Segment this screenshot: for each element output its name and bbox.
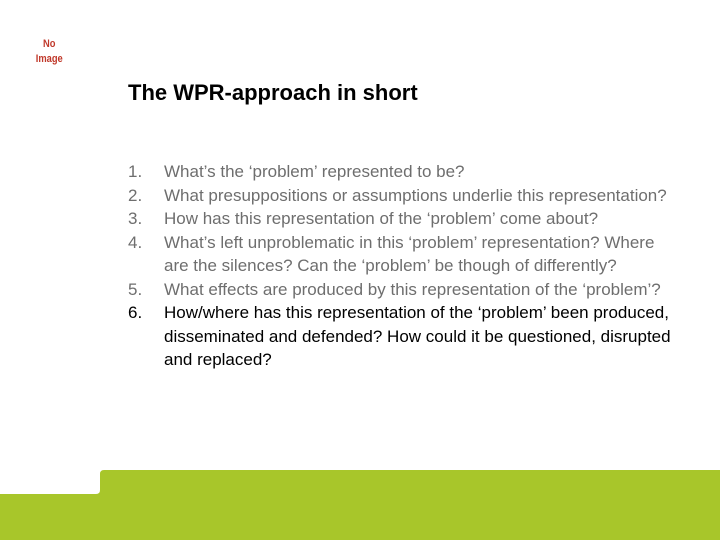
list-item-number: 4. [128,232,143,252]
list-item-text: How/where has this representation of the ‘problem’ been produced, disseminated and defended? How could it be questioned, disrupted and replaced? [164,303,671,369]
list-item [128,160,673,184]
list-item-number: 5. [128,279,143,299]
list-item-number: 6. [128,303,143,322]
list-item-number: 3. [128,209,143,228]
footer-band-shape [0,470,720,540]
list-item-text: What effects are produced by this representation of the ‘problem’? [164,279,661,299]
list-item-text: What’s the ‘problem’ represented to be? [164,162,465,181]
list-item [128,301,673,372]
list-item [128,184,673,208]
footer-green-band [0,470,720,540]
placeholder-line-1: No [43,38,56,50]
list-item-number: 2. [128,185,143,205]
list-item-number: 1. [128,162,143,181]
question-list [128,160,673,372]
list-item-text: How has this representation of the ‘problem’ come about? [164,209,599,228]
slide-title: The WPR-approach in short [128,80,418,105]
image-placeholder [28,37,71,67]
list-item [128,278,673,302]
placeholder-line-2: Image [35,53,63,65]
list-item-text: What presuppositions or assumptions underlie this representation? [164,185,667,205]
list-item [128,207,673,231]
list-item [128,231,673,278]
list-item-text: What’s left unproblematic in this ‘problem’ representation? Where are the silences? Can the ‘problem’ be though of differently? [164,232,655,275]
